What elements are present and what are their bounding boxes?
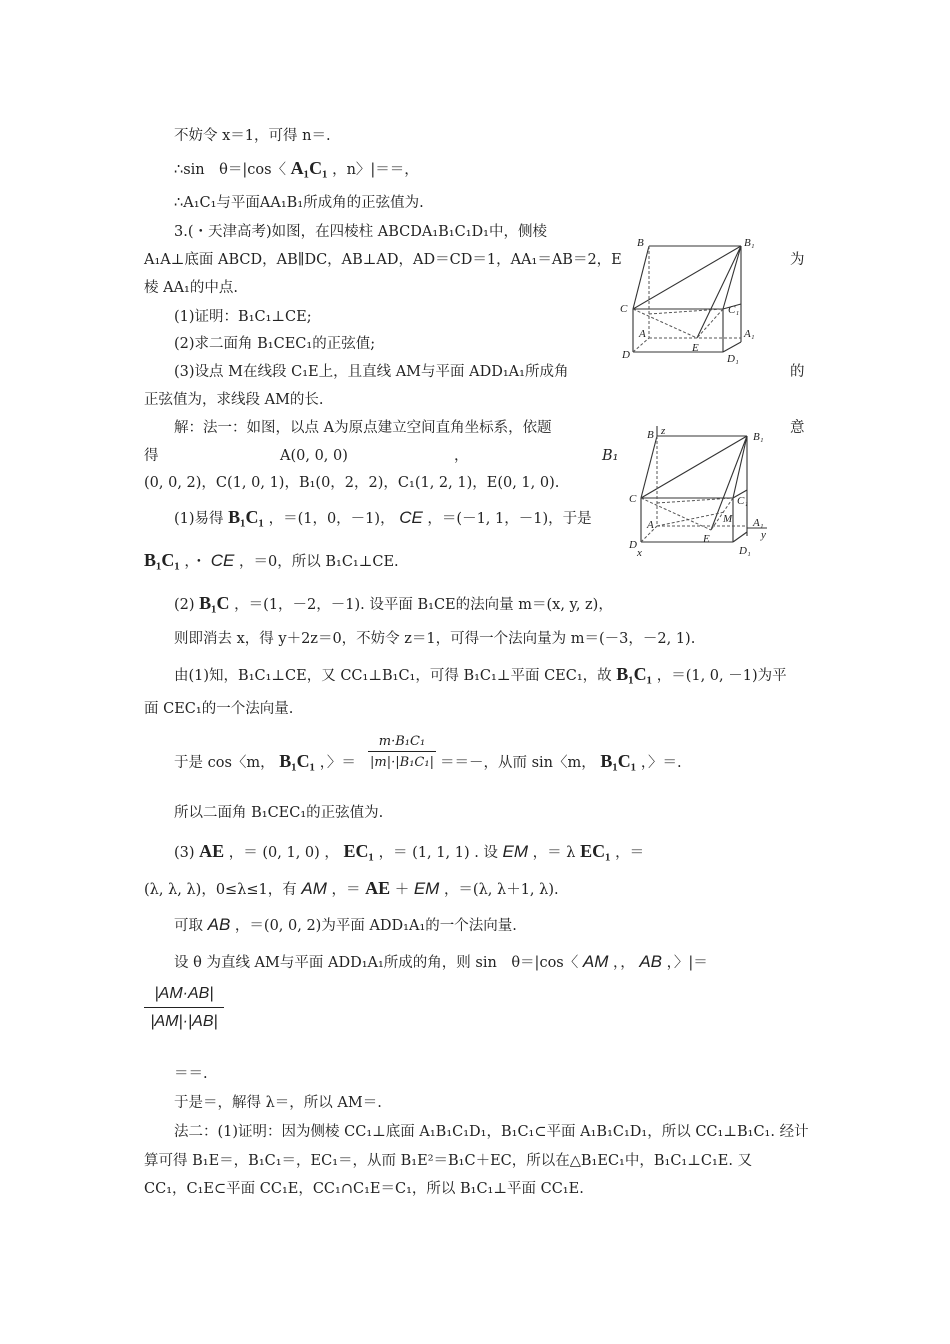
text-segment: ，＝(λ, λ＋1, λ).: [443, 882, 559, 898]
solution-line: ＝＝.: [174, 1066, 208, 1082]
text-segment: 由(1)知，B₁C₁⊥CE，又 CC₁⊥B₁C₁，可得 B₁C₁⊥平面 CEC₁，故: [174, 668, 612, 684]
solution-line-tail: 意: [790, 420, 805, 436]
vector-ae: AE: [365, 878, 391, 898]
text-segment: ，＝: [615, 845, 645, 861]
label-d: D: [629, 539, 637, 551]
text-segment: 设 θ 为直线 AM与平面 ADD₁A₁所成的角，则 sin θ＝|cos〈: [174, 955, 579, 971]
fraction-numerator: m·B₁C₁: [368, 734, 436, 752]
label-a: A: [639, 328, 646, 340]
vector-am: AM: [301, 879, 327, 898]
vector-b1c1: B₁C₁: [616, 664, 653, 684]
label-c: C: [620, 303, 628, 315]
fraction-numerator: |AM·AB|: [144, 985, 224, 1008]
label-c: C: [629, 493, 637, 505]
label-b: B: [637, 237, 644, 249]
solution-line: 则即消去 x，得 y＋2z＝0，不妨令 z＝1，可得一个法向量为 m＝(－3，－2, 1).: [174, 631, 696, 647]
label-a1: A₁: [744, 328, 755, 340]
question-1: (1)证明：B₁C₁⊥CE;: [174, 309, 312, 325]
text-segment: ，＝ (1, 1, 1) . 设: [378, 845, 498, 861]
text-segment: ，＝ λ: [532, 845, 576, 861]
solution-line: 法二：(1)证明：因为侧棱 CC₁⊥底面 A₁B₁C₁D₁，B₁C₁⊂平面 A₁B₁C₁D₁，所以 CC₁⊥B₁C₁. 经计: [174, 1124, 809, 1140]
vector-b1c1: B₁C₁: [279, 751, 316, 771]
text-segment: ，〉|＝: [666, 955, 708, 971]
vector-b1c1: B₁C₁: [228, 507, 264, 527]
solution-line: 所以二面角 B₁CEC₁的正弦值为.: [174, 805, 384, 821]
label-b1: B₁: [744, 237, 755, 249]
vector-b1c1: B₁C₁: [600, 751, 637, 771]
text-segment: ，＝ (0, 1, 0) ，: [228, 845, 339, 861]
label-x-axis: x: [637, 547, 642, 559]
vector-ae: AE: [199, 841, 225, 861]
label-b1: B₁: [753, 431, 764, 443]
label-b: B: [647, 429, 654, 441]
label-a1: A₁: [753, 517, 764, 529]
text-line: ∴A₁C₁与平面AA₁B₁所成角的正弦值为.: [174, 195, 424, 211]
solution-line: [174, 751, 356, 773]
problem-line: 棱 AA₁的中点.: [144, 280, 238, 296]
text-segment: (1)易得: [174, 511, 224, 527]
solution-line: 算可得 B₁E＝，B₁C₁＝，EC₁＝，从而 B₁E²＝B₁C＋EC，所以在△B₁EC₁中，B₁C₁⊥C₁E. 又: [144, 1153, 753, 1169]
text-segment: ，〉＝: [319, 755, 356, 771]
solution-line: B₁: [602, 448, 619, 464]
text-segment: ，＝(0, 0, 2)为平面 ADD₁A₁的一个法向量.: [234, 918, 517, 934]
solution-line: [174, 664, 787, 686]
label-a: A: [647, 519, 654, 531]
label-d1: D₁: [727, 353, 739, 365]
vector-ab: AB: [207, 915, 231, 934]
solution-line: A(0, 0, 0): [280, 448, 348, 464]
label-e: E: [703, 533, 710, 545]
vector-b1c: B₁C: [199, 593, 230, 613]
text-segment: 可取: [174, 918, 203, 934]
fraction-denominator: |m|·|B₁C₁|: [370, 755, 434, 770]
label-z-axis: z: [661, 425, 666, 437]
text-segment: ，〉＝.: [640, 755, 682, 771]
solution-line: [174, 952, 708, 973]
prism-figure-1: [615, 234, 765, 369]
vector-ec1: EC₁: [343, 841, 374, 861]
vector-em: EM: [413, 879, 440, 898]
text-segment: ，＝(1，0，－1)，: [268, 511, 395, 527]
problem-line: A₁A⊥底面 ABCD，AB∥DC，AB⊥AD，AD＝CD＝1，AA₁＝AB＝2，E: [144, 252, 622, 268]
solution-line: [440, 751, 682, 773]
vector-a1c1: A₁C₁: [290, 158, 328, 178]
solution-line: [144, 878, 559, 900]
label-d1: D₁: [739, 545, 751, 557]
text-segment: ，，: [612, 955, 635, 971]
vector-ab: AB: [639, 952, 663, 971]
question-3-cont: 正弦值为，求线段 AM的长.: [144, 392, 324, 408]
solution-line: (0, 0, 2)，C(1, 0, 1)，B₁(0，2，2)，C₁(1, 2, 1)，E(0, 1, 0).: [144, 475, 560, 491]
fraction-sin: [144, 985, 224, 1031]
text-segment: (2): [174, 597, 195, 613]
problem-line: 3.(・天津高考)如图，在四棱柱 ABCDA₁B₁C₁D₁中，侧棱: [174, 224, 547, 240]
label-c1: C₁: [728, 304, 740, 316]
text-line: [174, 158, 419, 180]
label-m: M: [723, 513, 733, 525]
solution-line: 得: [144, 448, 159, 464]
question-3: (3)设点 M在线段 C₁E上，且直线 AM与平面 ADD₁A₁所成角: [174, 364, 569, 380]
prism-figure-2: [615, 418, 775, 560]
text-segment: (λ, λ, λ)，0≤λ≤1，有: [144, 882, 297, 898]
solution-line: [174, 593, 613, 615]
text-segment: ＝＝－，从而 sin〈m，: [440, 755, 596, 771]
vector-ec1: EC₁: [580, 841, 611, 861]
solution-line: [174, 915, 517, 936]
fraction-denominator: |AM|·|AB|: [150, 1013, 218, 1030]
solution-line: [174, 841, 644, 863]
question-2: (2)求二面角 B₁CEC₁的正弦值;: [174, 336, 376, 352]
vector-ce: CE: [210, 551, 235, 570]
solution-line: 于是＝，解得 λ＝，所以 AM＝.: [174, 1095, 382, 1111]
text-segment: ，・: [184, 554, 207, 570]
text-segment: ，＝(－1, 1，－1)，于是: [427, 511, 592, 527]
text-segment: ，＝(1，－2，－1). 设平面 B₁CE的法向量 m＝(x, y, z)，: [234, 597, 613, 613]
solution-line: 面 CEC₁的一个法向量.: [144, 701, 294, 717]
label-e: E: [692, 342, 699, 354]
text-segment: ，n〉|＝＝，: [332, 162, 419, 178]
text-line: 不妨令 x＝1，可得 n＝.: [174, 128, 331, 144]
text-segment: ∴sin θ＝|cos〈: [174, 162, 287, 178]
label-c1: C₁: [737, 495, 749, 507]
text-segment: 于是 cos〈m，: [174, 755, 275, 771]
solution-line: CC₁，C₁E⊂平面 CC₁E，CC₁∩C₁E＝C₁，所以 B₁C₁⊥平面 CC₁E.: [144, 1181, 584, 1197]
solution-line: ，: [454, 448, 469, 464]
text-segment: ＋: [394, 882, 410, 898]
text-segment: ，＝0，所以 B₁C₁⊥CE.: [239, 554, 399, 570]
problem-line-tail: 为: [790, 252, 805, 268]
label-y-axis: y: [761, 529, 766, 541]
question-3-tail: 的: [790, 364, 805, 380]
solution-line: 解：法一：如图，以点 A为原点建立空间直角坐标系，依题: [174, 420, 552, 436]
vector-ce: CE: [399, 508, 423, 527]
vector-em: EM: [502, 842, 529, 861]
text-segment: ，＝(1, 0, －1)为平: [656, 668, 787, 684]
text-segment: ，＝: [331, 882, 361, 898]
label-d: D: [622, 349, 630, 361]
text-segment: (3): [174, 845, 195, 861]
solution-line: [144, 550, 399, 572]
solution-line: [174, 507, 592, 529]
vector-am: AM: [582, 952, 609, 971]
fraction-cos: [368, 734, 436, 770]
vector-b1c1: B₁C₁: [144, 550, 180, 570]
